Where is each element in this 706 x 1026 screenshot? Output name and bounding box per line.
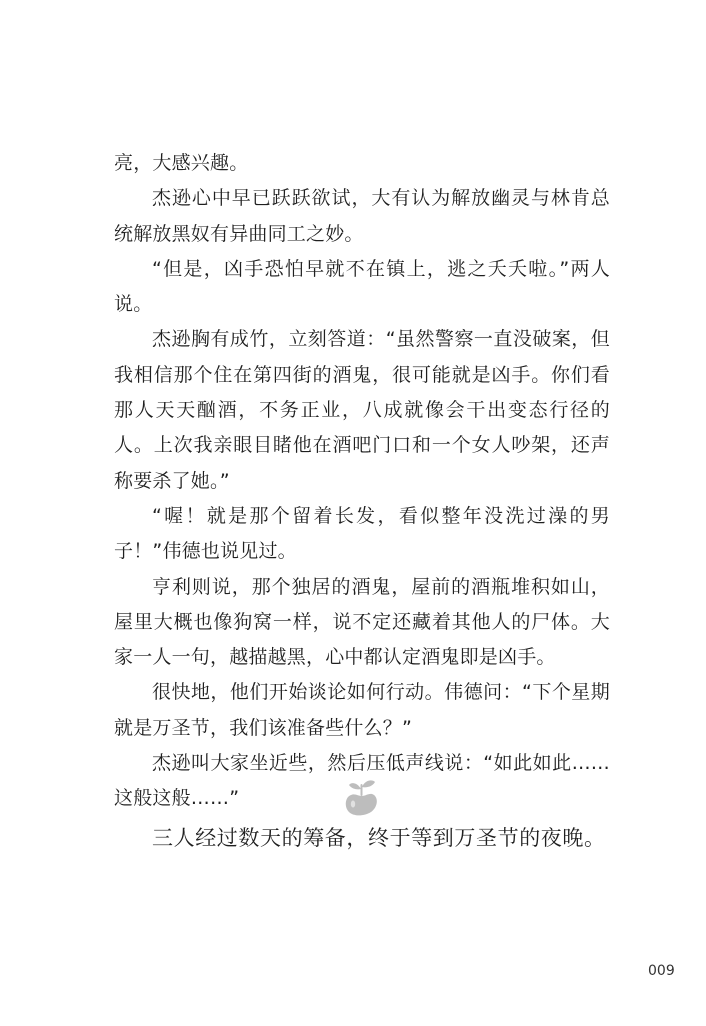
seedling-bean-icon xyxy=(341,777,383,817)
paragraph: 杰逊叫大家坐近些，然后压低声线说：“如此如此……这般这般……” xyxy=(114,752,610,810)
paragraph: 杰逊心中早已跃跃欲试，大有认为解放幽灵与林肯总统解放黑奴有异曲同工之妙。 xyxy=(114,187,610,245)
paragraph: “喔！就是那个留着长发，看似整年没洗过澡的男子！”伟德也说见过。 xyxy=(114,504,610,563)
paragraph: 亨利则说，那个独居的酒鬼，屋前的酒瓶堆积如山，屋里大概也像狗窝一样，说不定还藏着其他人的尸体。大家一人一句，越描越黑，心中都认定酒鬼即是凶手。 xyxy=(114,575,610,669)
body-text xyxy=(114,146,610,817)
paragraph: 杰逊胸有成竹，立刻答道：“虽然警察一直没破案，但我相信那个住在第四街的酒鬼，很可能就是凶手。你们看那人天天酗酒，不务正业，八成就像会干出变态行径的人。上次我亲眼目睹他在酒吧门口和一个女人吵架，还声称要杀了她。” xyxy=(114,328,610,492)
paragraph: 很快地，他们开始谈论如何行动。伟德问：“下个星期就是万圣节，我们该准备些什么？” xyxy=(114,681,610,739)
page-number: 009 xyxy=(648,963,675,979)
final-line: 三人经过数天的筹备，终于等到万圣节的夜晚。 xyxy=(152,826,606,850)
paragraph: “但是，凶手恐怕早就不在镇上，逃之夭夭啦。”两人说。 xyxy=(114,257,610,316)
paragraph-continuation: 亮，大感兴趣。 xyxy=(114,152,249,174)
